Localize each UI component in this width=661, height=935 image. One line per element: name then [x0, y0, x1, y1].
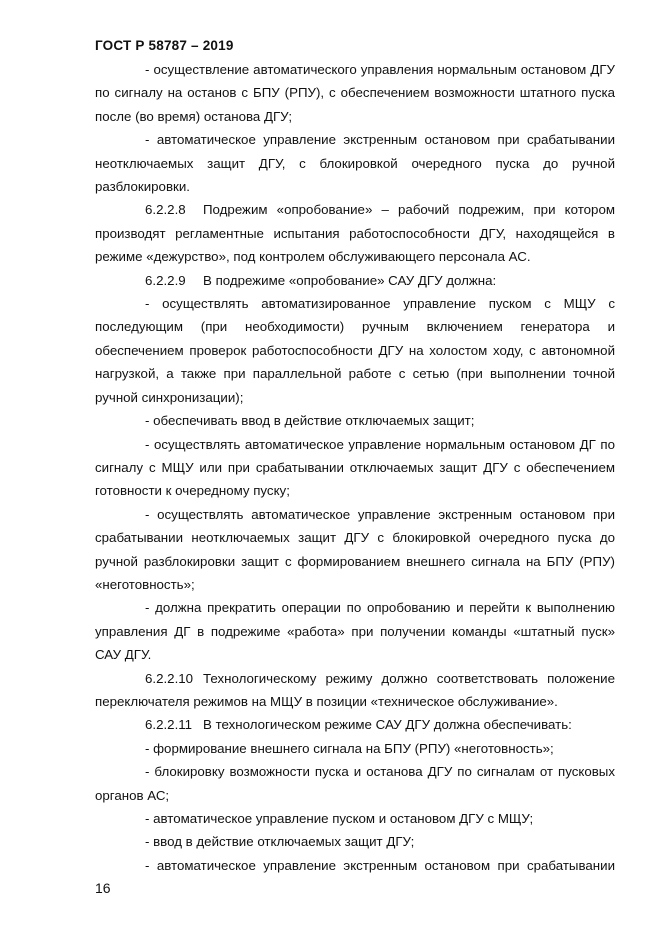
clause-paragraph: [95, 269, 615, 292]
paragraph: [95, 292, 615, 409]
paragraph-text: Подрежим «опробование» – рабочий подрежим, при котором производят регламентные испытания работоспособности ДГУ, находящейся в режиме «дежурство», под контролем обслуживающего персонала АС.: [95, 202, 615, 265]
paragraph-text: - должна прекратить операции по опробованию и перейти к выполнению управления ДГ в подрежиме «работа» при получении команды «штатный пуск» САУ ДГУ.: [95, 600, 615, 663]
paragraph-text: - автоматическое управление экстренным остановом при срабатывании: [145, 857, 615, 873]
paragraph-text: - формирование внешнего сигнала на БПУ (РПУ) «неготовность»;: [145, 740, 554, 756]
paragraph: [95, 760, 615, 807]
paragraph: [95, 503, 615, 597]
paragraph-text: - осуществлять автоматизированное управление пуском с МЩУ с последующим (при необходимости) ручным включением генератора и обеспечением проверок работоспособности ДГУ на холостом ходу, с автономной нагрузкой, а также при параллельной работе с сетью (при выполнении точной ручной синхронизации);: [95, 296, 615, 405]
paragraph: [95, 596, 615, 666]
paragraph-text: - обеспечивать ввод в действие отключаемых защит;: [145, 413, 475, 429]
paragraph: [95, 737, 615, 760]
paragraph: [95, 433, 615, 503]
clause-paragraph: [95, 198, 615, 268]
paragraph: [95, 807, 615, 830]
paragraph-text: Технологическому режиму должно соответствовать положение переключателя режимов на МЩУ в позиции «техническое обслуживание».: [95, 670, 615, 709]
paragraph: [95, 854, 615, 877]
paragraph-text: В подрежиме «опробование» САУ ДГУ должна:: [203, 272, 497, 288]
page-number: 16: [95, 880, 111, 896]
paragraph-text: - осуществлять автоматическое управление нормальным остановом ДГ по сигналу с МЩУ или при срабатывании отключаемых защит ДГУ с обеспечением готовности к очередному пуску;: [95, 436, 615, 499]
paragraph-text: - ввод в действие отключаемых защит ДГУ;: [145, 834, 415, 850]
paragraph-text: - автоматическое управление пуском и остановом ДГУ с МЩУ;: [145, 811, 534, 826]
paragraph-text: - автоматическое управление экстренным остановом при срабатывании неотключаемых защит ДГУ, с блокировкой очередного пуска до ручной разблокировки.: [95, 132, 615, 195]
paragraph-text: - осуществлять автоматическое управление экстренным остановом при срабатывании неотключаемых защит ДГУ с блокировкой очередного пуска до ручной разблокировки защит с формированием внешнего сигнала на БПУ (РПУ) «неготовность»;: [95, 506, 615, 592]
paragraph: [95, 128, 615, 198]
clause-number: 6.2.2.9: [145, 272, 186, 288]
clause-number: 6.2.2.11: [145, 717, 193, 733]
paragraph-text: В технологическом режиме САУ ДГУ должна обеспечивать:: [203, 717, 572, 733]
clause-paragraph: [95, 713, 615, 736]
clause-number: 6.2.2.10: [145, 670, 194, 686]
paragraph-text: - осуществление автоматического управления нормальным остановом ДГУ по сигналу на останов с БПУ (РПУ), с обеспечением возможности штатного пуска после (во время) останова ДГУ;: [95, 62, 615, 124]
page-body: [95, 58, 615, 877]
paragraph: [95, 409, 615, 432]
clause-number: 6.2.2.8: [145, 202, 186, 218]
paragraph-text: - блокировку возможности пуска и останова ДГУ по сигналам от пусковых органов АС;: [95, 764, 615, 803]
document-header: ГОСТ Р 58787 – 2019: [95, 38, 234, 53]
paragraph: [95, 58, 615, 128]
clause-paragraph: [95, 667, 615, 714]
paragraph: [95, 830, 615, 853]
